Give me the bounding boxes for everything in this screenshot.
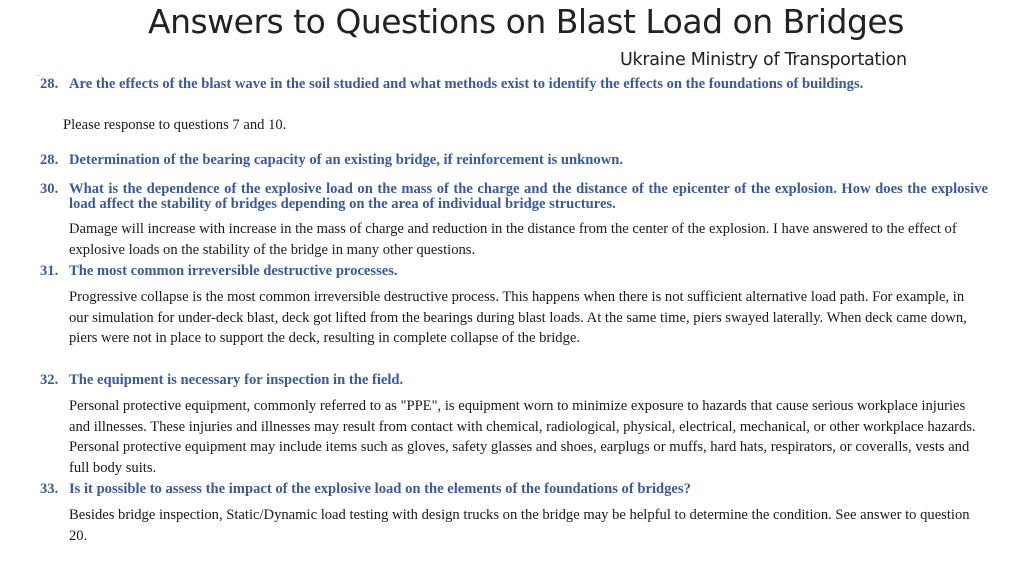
- question-number: 33.: [40, 481, 59, 497]
- question-28-soil: [40, 77, 988, 92]
- question-number: 32.: [40, 372, 59, 388]
- question-number: 28.: [40, 152, 59, 168]
- question-text: The most common irreversible destructive processes.: [69, 263, 398, 279]
- page-subtitle: Ukraine Ministry of Transportation: [620, 50, 907, 70]
- question-28-bearing: [40, 153, 988, 168]
- question-33: [40, 482, 988, 497]
- question-text: Determination of the bearing capacity of an existing bridge, if reinforcement is unknown.: [69, 152, 623, 168]
- question-30: [40, 182, 988, 212]
- question-text: Is it possible to assess the impact of the explosive load on the elements of the foundations of bridges?: [69, 481, 691, 497]
- answer-31: Progressive collapse is the most common irreversible destructive process. This happens when there is not sufficient alternative load path. For example, in our simulation for under-deck blast, deck got lifted from the bearings during blast loads. At the same time, piers swayed laterally. When deck came down, piers were not in place to support the deck, resulting in complete collapse of the bridge.: [69, 289, 967, 346]
- question-number: 30.: [40, 181, 59, 197]
- answer-32: Personal protective equipment, commonly referred to as "PPE", is equipment worn to minimize exposure to hazards that cause serious workplace injuries and illnesses. These injuries and illnesses may result from contact with chemical, radiological, physical, electrical, mechanical, or other workplace hazards. Personal protective equipment may include items such as gloves, safety glasses and shoes, earplugs or muffs, hard hats, respirators, or coveralls, vests and full body suits.: [69, 398, 976, 476]
- question-number: 28.: [40, 76, 59, 92]
- question-text: The equipment is necessary for inspection in the field.: [69, 372, 404, 388]
- answer-33: Besides bridge inspection, Static/Dynamic load testing with design trucks on the bridge may be helpful to determine the condition. See answer to question 20.: [69, 507, 970, 544]
- question-text: What is the dependence of the explosive load on the mass of the charge and the distance of the epicenter of the explosion. How does the explosive load affect the stability of bridges depending on the area of individual bridge structures.: [69, 181, 988, 212]
- question-number: 31.: [40, 263, 59, 279]
- question-32: [40, 373, 988, 388]
- question-text: Are the effects of the blast wave in the soil studied and what methods exist to identify the effects on the foundations of buildings.: [69, 76, 864, 92]
- small-mark: .: [37, 68, 40, 78]
- page-title: Answers to Questions on Blast Load on Bridges: [148, 2, 904, 41]
- answer-30: Damage will increase with increase in the mass of charge and reduction in the distance from the center of the explosion. I have answered to the effect of explosive loads on the stability of the bridge in many other questions.: [69, 221, 957, 258]
- question-31: [40, 264, 988, 279]
- answer-28-soil: Please response to questions 7 and 10.: [63, 117, 287, 133]
